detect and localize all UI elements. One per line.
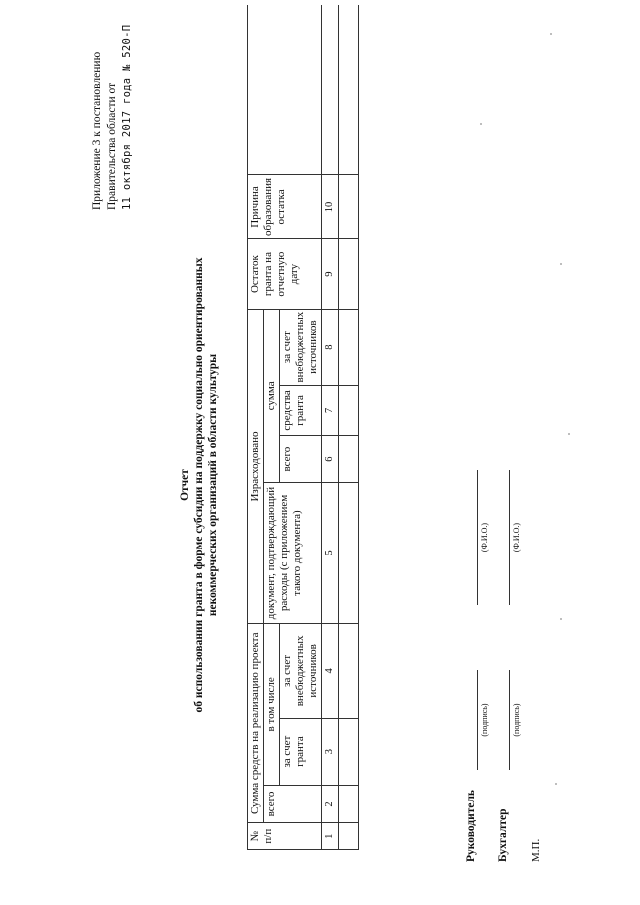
empty-cell: [339, 718, 359, 785]
scan-speck: [560, 263, 562, 265]
header-sum: сумма: [264, 309, 280, 482]
report-title: [178, 205, 220, 765]
col-number-blank: [322, 5, 339, 175]
header-balance: Остаток гранта на отчетную дату: [248, 239, 322, 309]
head-label: Руководитель: [465, 790, 477, 862]
empty-cell: [339, 5, 359, 175]
head-signature-hint: (подпись): [480, 703, 489, 737]
col-number: 10: [322, 175, 339, 239]
empty-cell: [339, 309, 359, 385]
header-project-including: в том числе: [264, 624, 280, 785]
col-number: 9: [322, 239, 339, 309]
empty-cell: [339, 823, 359, 850]
head-name-hint: (Ф.И.О.): [480, 522, 489, 553]
accountant-name-hint: (Ф.И.О.): [512, 522, 521, 553]
header-blank: [248, 5, 322, 175]
col-number: 6: [322, 436, 339, 482]
head-name-line: [477, 470, 478, 605]
col-number: 8: [322, 309, 339, 385]
header-project-extra: за счет внебюджетных источников: [280, 624, 322, 718]
appendix-line-3: 11 октября 2017 года № 520-П: [121, 24, 133, 210]
empty-cell: [339, 624, 359, 718]
empty-cell: [339, 436, 359, 482]
header-spent-extra: за счет внебюджетных источников: [280, 309, 322, 385]
accountant-signature-hint: (подпись): [512, 703, 521, 737]
col-number: 1: [322, 823, 339, 850]
col-number: 4: [322, 624, 339, 718]
empty-cell: [339, 175, 359, 239]
header-spent-total: всего: [280, 436, 322, 482]
col-number: 5: [322, 482, 339, 623]
header-project-total: всего: [264, 785, 322, 823]
appendix-line-2: Правительства области от: [106, 82, 118, 210]
col-number: 3: [322, 718, 339, 785]
scan-speck: [568, 433, 570, 435]
title-heading: Отчет: [179, 469, 191, 501]
head-signature-line: [477, 670, 478, 770]
title-line-1: об использовании гранта в форме субсидии на поддержку социально ориентированных: [193, 257, 205, 713]
scan-speck: [560, 618, 562, 620]
appendix-line-1: Приложение 3 к постановлению: [91, 51, 103, 210]
accountant-label: Бухгалтер: [497, 808, 509, 862]
title-line-2: некоммерческих организаций в области культуры: [207, 353, 219, 617]
report-table: [247, 5, 359, 850]
header-document: документ, подтверждающий расходы (с приложением такого документа): [264, 482, 322, 623]
accountant-signature-line: [509, 670, 510, 770]
col-number: 7: [322, 385, 339, 436]
empty-cell: [339, 785, 359, 823]
accountant-name-line: [509, 470, 510, 605]
header-reason: Причина образования остатка: [248, 175, 322, 239]
header-project-sum: Сумма средств на реализацию проекта: [248, 624, 264, 823]
appendix-note: [90, 0, 135, 210]
empty-cell: [339, 482, 359, 623]
scan-speck: [555, 783, 557, 785]
header-spent-grant: средства гранта: [280, 385, 322, 436]
empty-cell: [339, 385, 359, 436]
scan-speck: [550, 33, 552, 35]
col-number: 2: [322, 785, 339, 823]
empty-cell: [339, 239, 359, 309]
scan-speck: [480, 123, 482, 125]
header-spent: Израсходовано: [248, 309, 264, 623]
header-num: № п/п: [248, 823, 322, 850]
seal-mark: М.П.: [530, 838, 542, 862]
header-project-grant: за счет гранта: [280, 718, 322, 785]
